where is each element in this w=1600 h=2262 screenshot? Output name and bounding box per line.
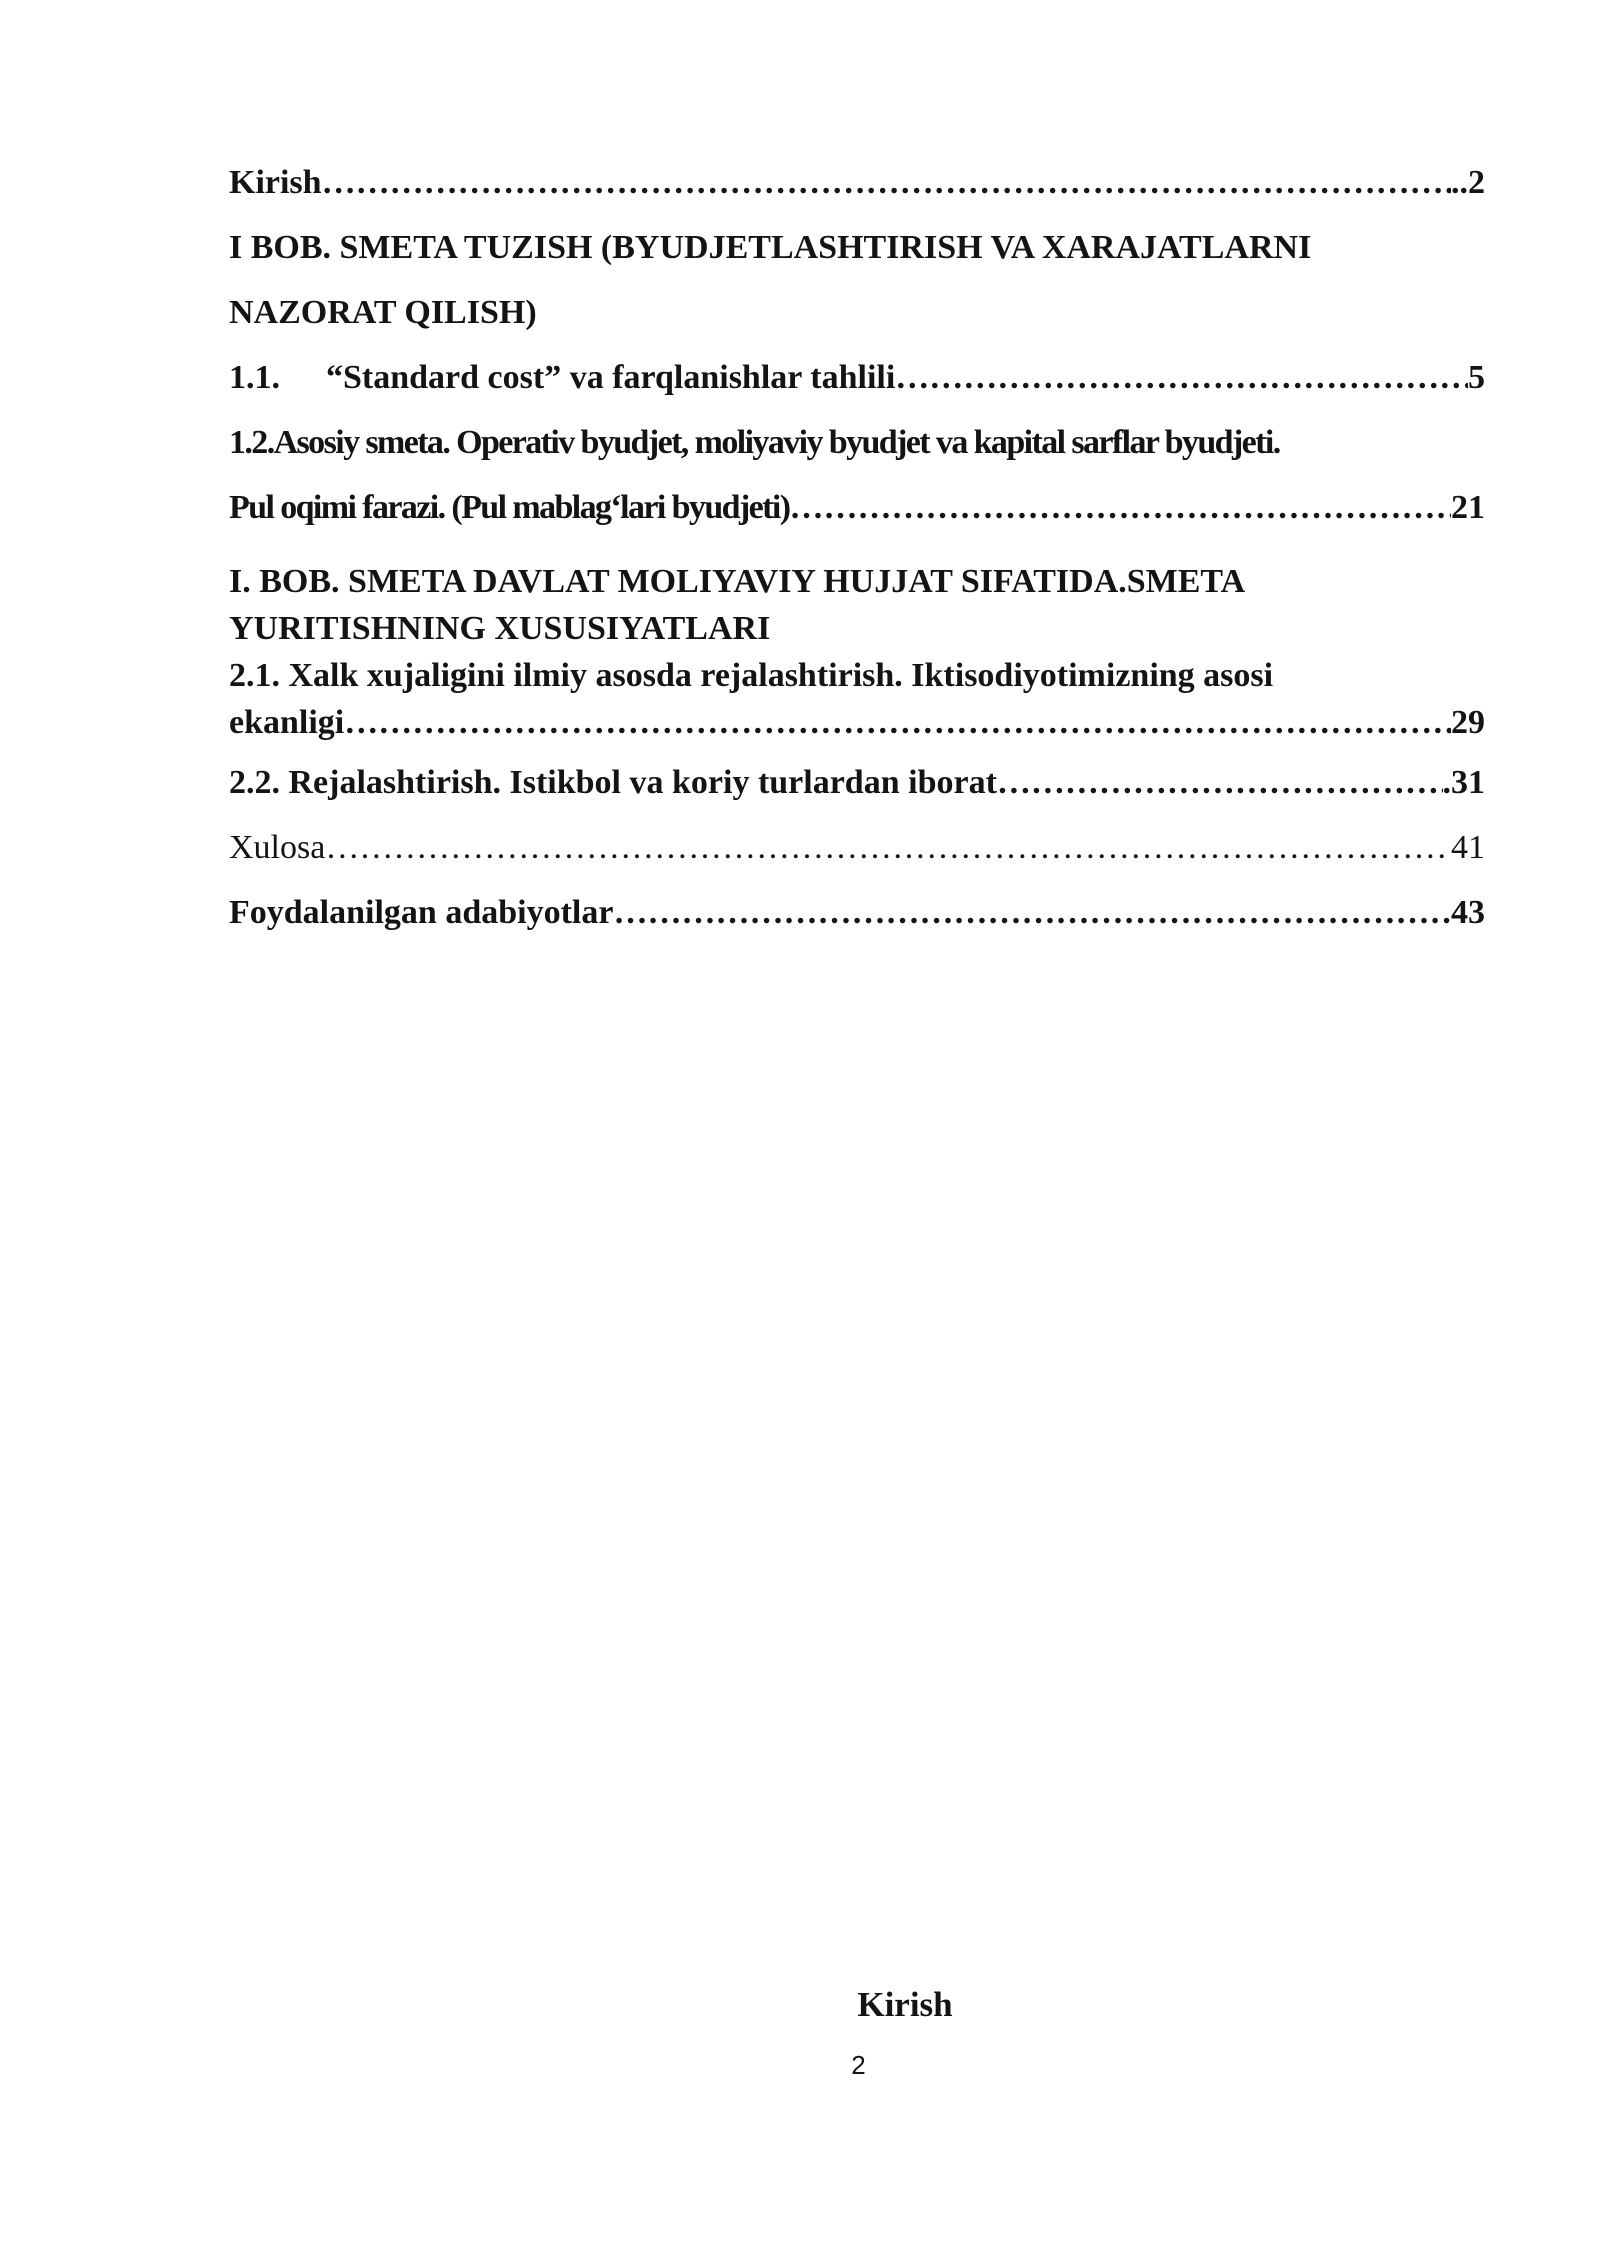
toc-entry-kirish bbox=[229, 150, 1485, 215]
toc-entry-page: .31 bbox=[1442, 764, 1485, 801]
toc-entry-page: 29 bbox=[1451, 704, 1485, 741]
toc-entry-label: Foydalanilgan adabiyotlar bbox=[229, 894, 614, 931]
toc-entry-page: 5 bbox=[1468, 359, 1485, 396]
toc-entry-1-2 bbox=[229, 475, 1485, 540]
toc-chapter-1-line-1: I BOB. SMETA TUZISH (BYUDJETLASHTIRISH VA XARAJATLARNI bbox=[229, 229, 1312, 266]
toc-entry-page: 41 bbox=[1451, 829, 1485, 866]
toc-leader-dots bbox=[997, 750, 1443, 815]
toc-leader-dots bbox=[344, 699, 1451, 746]
toc-entry-xulosa bbox=[229, 815, 1485, 880]
toc-leader-dots bbox=[895, 345, 1468, 410]
page-number: 2 bbox=[851, 2050, 866, 2080]
toc-entry-label: Kirish bbox=[229, 164, 322, 201]
toc-entry-label: ekanligi bbox=[229, 704, 345, 741]
toc-entry-label: 2.2. Rejalashtirish. Istikbol va koriy turlardan iborat bbox=[229, 764, 997, 801]
toc-entry-2-2 bbox=[229, 750, 1485, 815]
toc-chapter-2-line-2: YURITISHNING XUSUSIYATLARI bbox=[229, 610, 771, 647]
toc-chapter-1-line-2: NAZORAT QILISH) bbox=[229, 294, 537, 331]
toc-entry-2-1-line-1: 2.1. Xalk xujaligini ilmiy asosda rejalashtirish. Iktisodiyotimizning asosi bbox=[229, 657, 1274, 694]
toc-leader-dots bbox=[322, 150, 1451, 215]
toc-entry-1-2-line-1: 1.2.Asosiy smeta. Operativ byudjet, moliyaviy byudjet va kapital sarflar byudjeti. bbox=[229, 424, 1280, 461]
toc-entry-adabiyotlar bbox=[229, 880, 1485, 945]
toc-leader-dots bbox=[613, 880, 1451, 945]
toc-entry-2-1 bbox=[229, 699, 1485, 746]
toc-leader-dots bbox=[789, 475, 1451, 540]
table-of-contents bbox=[229, 150, 1485, 945]
toc-entry-page: ..2 bbox=[1451, 164, 1485, 201]
toc-leader-dots bbox=[325, 815, 1451, 880]
toc-entry-page: 21 bbox=[1451, 489, 1485, 526]
toc-entry-label: Pul oqimi farazi. (Pul mablag‘lari byudjeti) bbox=[229, 489, 790, 526]
toc-entry-1-1 bbox=[229, 345, 1485, 410]
toc-entry-title: “Standard cost” va farqlanishlar tahlili bbox=[326, 359, 896, 396]
next-section-heading: Kirish bbox=[857, 1985, 953, 2024]
toc-chapter-2-line-1: I. BOB. SMETA DAVLAT MOLIYAVIY HUJJAT SIFATIDA.SMETA bbox=[229, 563, 1246, 600]
toc-entry-page: 43 bbox=[1451, 894, 1485, 931]
toc-entry-number: 1.1. bbox=[229, 359, 280, 396]
toc-entry-label: Xulosa bbox=[229, 829, 326, 866]
toc-entry-label bbox=[229, 345, 895, 410]
